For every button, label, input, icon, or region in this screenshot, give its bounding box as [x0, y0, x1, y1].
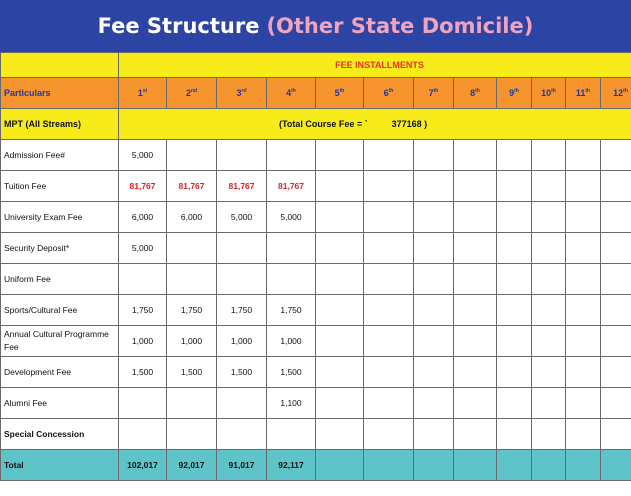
- fee-cell: 1,750: [267, 295, 316, 326]
- fee-cell: [364, 140, 414, 171]
- fee-cell: [532, 171, 566, 202]
- fee-cell: [316, 264, 364, 295]
- fee-cell: 1,000: [167, 326, 217, 357]
- fee-cell: [566, 140, 601, 171]
- installment-header-3: [217, 78, 267, 109]
- total-cell: [601, 450, 631, 481]
- fee-cell: [497, 326, 532, 357]
- fee-label: Admission Fee#: [1, 140, 119, 171]
- concession-cell: [316, 419, 364, 450]
- fee-cell: [532, 233, 566, 264]
- fee-cell: 6,000: [167, 202, 217, 233]
- installment-number: 3: [236, 88, 242, 98]
- fee-label: Security Deposit*: [1, 233, 119, 264]
- total-row: [1, 450, 631, 481]
- concession-cell: [497, 419, 532, 450]
- fee-cell: [566, 357, 601, 388]
- fee-row: [1, 171, 631, 202]
- fee-cell: [316, 295, 364, 326]
- fee-label: Uniform Fee: [1, 264, 119, 295]
- fee-cell: 6,000: [119, 202, 167, 233]
- total-cell: 92,017: [167, 450, 217, 481]
- total-cell: [364, 450, 414, 481]
- fee-cell: [497, 171, 532, 202]
- special-concession-label: Special Concession: [1, 419, 119, 450]
- fee-cell: 81,767: [119, 171, 167, 202]
- fee-cell: [497, 264, 532, 295]
- fee-cell: [497, 140, 532, 171]
- installments-band-row: [1, 53, 631, 78]
- fee-cell: [414, 171, 454, 202]
- installment-suffix: th: [291, 88, 296, 94]
- installment-number: 7: [428, 88, 434, 98]
- fee-row: [1, 264, 631, 295]
- fee-cell: [454, 233, 497, 264]
- installment-number: 5: [334, 88, 340, 98]
- fee-cell: [601, 295, 631, 326]
- total-label: Total: [1, 450, 119, 481]
- installment-header-4: [267, 78, 316, 109]
- fee-cell: [364, 202, 414, 233]
- band-empty-cell: [1, 53, 119, 78]
- fee-cell: [316, 233, 364, 264]
- total-cell: [566, 450, 601, 481]
- concession-cell: [167, 419, 217, 450]
- title-bar: [0, 0, 631, 52]
- fee-cell: [497, 295, 532, 326]
- installments-band-label: FEE INSTALLMENTS: [119, 53, 631, 78]
- fee-cell: 1,750: [217, 295, 267, 326]
- fee-cell: [601, 326, 631, 357]
- installment-number: 11: [575, 88, 586, 98]
- fee-cell: 5,000: [119, 233, 167, 264]
- installment-header-6: [364, 78, 414, 109]
- fee-cell: [316, 326, 364, 357]
- fee-cell: [316, 357, 364, 388]
- fee-cell: [601, 388, 631, 419]
- fee-cell: 1,500: [167, 357, 217, 388]
- fee-cell: [364, 295, 414, 326]
- fee-cell: 1,000: [217, 326, 267, 357]
- course-fee-cell: [119, 109, 631, 140]
- course-fee-value: 377168 ): [391, 119, 428, 129]
- fee-table: [0, 52, 631, 481]
- fee-cell: 1,000: [267, 326, 316, 357]
- fee-cell: [497, 388, 532, 419]
- fee-cell: [414, 140, 454, 171]
- stream-row: [1, 109, 631, 140]
- installment-suffix: rd: [241, 88, 247, 94]
- fee-row: [1, 295, 631, 326]
- fee-cell: [414, 326, 454, 357]
- fee-cell: [167, 264, 217, 295]
- fee-cell: [601, 140, 631, 171]
- fee-cell: [119, 388, 167, 419]
- fee-cell: [316, 202, 364, 233]
- fee-cell: 1,000: [119, 326, 167, 357]
- fee-cell: [217, 233, 267, 264]
- installment-suffix: nd: [190, 88, 198, 94]
- fee-label: Annual Cultural Programme Fee: [1, 326, 119, 357]
- installment-number: 10: [541, 88, 552, 98]
- fee-cell: 1,500: [119, 357, 167, 388]
- installment-header-12: [601, 78, 631, 109]
- fee-cell: [217, 264, 267, 295]
- fee-cell: [566, 202, 601, 233]
- fee-cell: [217, 388, 267, 419]
- fee-cell: [601, 264, 631, 295]
- fee-label: Development Fee: [1, 357, 119, 388]
- fee-cell: [364, 357, 414, 388]
- fee-row: [1, 233, 631, 264]
- fee-cell: 81,767: [167, 171, 217, 202]
- fee-cell: 1,750: [167, 295, 217, 326]
- fee-cell: 5,000: [217, 202, 267, 233]
- fee-cell: [497, 357, 532, 388]
- fee-cell: [414, 202, 454, 233]
- installment-suffix: th: [433, 88, 439, 94]
- total-cell: [454, 450, 497, 481]
- installment-number: 1: [137, 88, 143, 98]
- installment-number: 8: [470, 88, 476, 98]
- fee-cell: [454, 264, 497, 295]
- total-cell: 91,017: [217, 450, 267, 481]
- fee-row: [1, 326, 631, 357]
- special-concession-row: [1, 419, 631, 450]
- fee-label: Sports/Cultural Fee: [1, 295, 119, 326]
- total-cell: 102,017: [119, 450, 167, 481]
- fee-cell: 81,767: [217, 171, 267, 202]
- fee-cell: [316, 171, 364, 202]
- concession-cell: [119, 419, 167, 450]
- fee-cell: [414, 295, 454, 326]
- fee-cell: [414, 264, 454, 295]
- installment-number: 6: [383, 88, 389, 98]
- fee-cell: [454, 388, 497, 419]
- fee-cell: [532, 357, 566, 388]
- installment-header-1: [119, 78, 167, 109]
- installment-suffix: th: [514, 88, 519, 94]
- total-cell: [532, 450, 566, 481]
- fee-cell: [414, 357, 454, 388]
- fee-row: [1, 202, 631, 233]
- fee-cell: 81,767: [267, 171, 316, 202]
- fee-row: [1, 357, 631, 388]
- fee-cell: [532, 140, 566, 171]
- fee-cell: [566, 171, 601, 202]
- concession-cell: [601, 419, 631, 450]
- fee-cell: [532, 388, 566, 419]
- fee-cell: 1,500: [217, 357, 267, 388]
- installment-suffix: th: [388, 88, 394, 94]
- fee-cell: [364, 388, 414, 419]
- fee-cell: [167, 388, 217, 419]
- fee-label: Alumni Fee: [1, 388, 119, 419]
- fee-cell: 1,100: [267, 388, 316, 419]
- fee-cell: [532, 326, 566, 357]
- fee-row: [1, 140, 631, 171]
- fee-cell: [217, 140, 267, 171]
- installment-suffix: th: [585, 88, 591, 94]
- installment-number: 9: [509, 88, 515, 98]
- fee-cell: [454, 357, 497, 388]
- fee-cell: [601, 171, 631, 202]
- installment-suffix: th: [551, 88, 556, 94]
- fee-cell: 1,750: [119, 295, 167, 326]
- concession-cell: [414, 419, 454, 450]
- fee-cell: [497, 233, 532, 264]
- fee-cell: [316, 140, 364, 171]
- fee-label: Tuition Fee: [1, 171, 119, 202]
- fee-cell: 1,500: [267, 357, 316, 388]
- installment-header-11: [566, 78, 601, 109]
- fee-cell: [414, 388, 454, 419]
- fee-row: [1, 388, 631, 419]
- fee-cell: [601, 202, 631, 233]
- fee-cell: 5,000: [119, 140, 167, 171]
- fee-cell: [532, 295, 566, 326]
- installment-suffix: th: [339, 88, 345, 94]
- installment-header-2: [167, 78, 217, 109]
- concession-cell: [217, 419, 267, 450]
- total-cell: 92,117: [267, 450, 316, 481]
- particulars-header: Particulars: [1, 78, 119, 109]
- installment-suffix: th: [623, 88, 628, 94]
- fee-cell: [566, 295, 601, 326]
- fee-cell: [566, 388, 601, 419]
- fee-cell: [601, 357, 631, 388]
- concession-cell: [566, 419, 601, 450]
- fee-cell: [364, 264, 414, 295]
- installment-suffix: th: [475, 88, 480, 94]
- fee-cell: [316, 388, 364, 419]
- course-fee-label: (Total Course Fee = `: [279, 119, 368, 129]
- fee-cell: [566, 264, 601, 295]
- installment-header-7: [414, 78, 454, 109]
- stream-label: MPT (All Streams): [1, 109, 119, 140]
- fee-cell: [364, 171, 414, 202]
- fee-cell: [454, 295, 497, 326]
- fee-cell: 5,000: [267, 202, 316, 233]
- fee-cell: [454, 140, 497, 171]
- fee-cell: [167, 140, 217, 171]
- concession-cell: [454, 419, 497, 450]
- installment-number: 2: [185, 88, 191, 98]
- fee-cell: [414, 233, 454, 264]
- installment-header-8: [454, 78, 497, 109]
- fee-cell: [532, 202, 566, 233]
- concession-cell: [267, 419, 316, 450]
- fee-cell: [454, 171, 497, 202]
- fee-cell: [454, 326, 497, 357]
- installment-number: 4: [286, 88, 292, 98]
- fee-cell: [454, 202, 497, 233]
- installment-suffix: st: [142, 88, 148, 94]
- header-row: [1, 78, 631, 109]
- fee-cell: [566, 326, 601, 357]
- installment-header-5: [316, 78, 364, 109]
- fee-cell: [267, 233, 316, 264]
- installment-header-9: [497, 78, 532, 109]
- concession-cell: [364, 419, 414, 450]
- fee-cell: [566, 233, 601, 264]
- fee-cell: [364, 233, 414, 264]
- page-title: Fee Structure: [97, 14, 260, 38]
- fee-cell: [267, 140, 316, 171]
- fee-cell: [267, 264, 316, 295]
- fee-cell: [532, 264, 566, 295]
- fee-cell: [601, 233, 631, 264]
- total-cell: [316, 450, 364, 481]
- total-cell: [497, 450, 532, 481]
- fee-cell: [364, 326, 414, 357]
- total-cell: [414, 450, 454, 481]
- installment-number: 12: [613, 88, 624, 98]
- concession-cell: [532, 419, 566, 450]
- installment-header-10: [532, 78, 566, 109]
- fee-cell: [497, 202, 532, 233]
- fee-label: University Exam Fee: [1, 202, 119, 233]
- page-title-accent: (Other State Domicile): [266, 14, 534, 38]
- fee-cell: [119, 264, 167, 295]
- fee-cell: [167, 233, 217, 264]
